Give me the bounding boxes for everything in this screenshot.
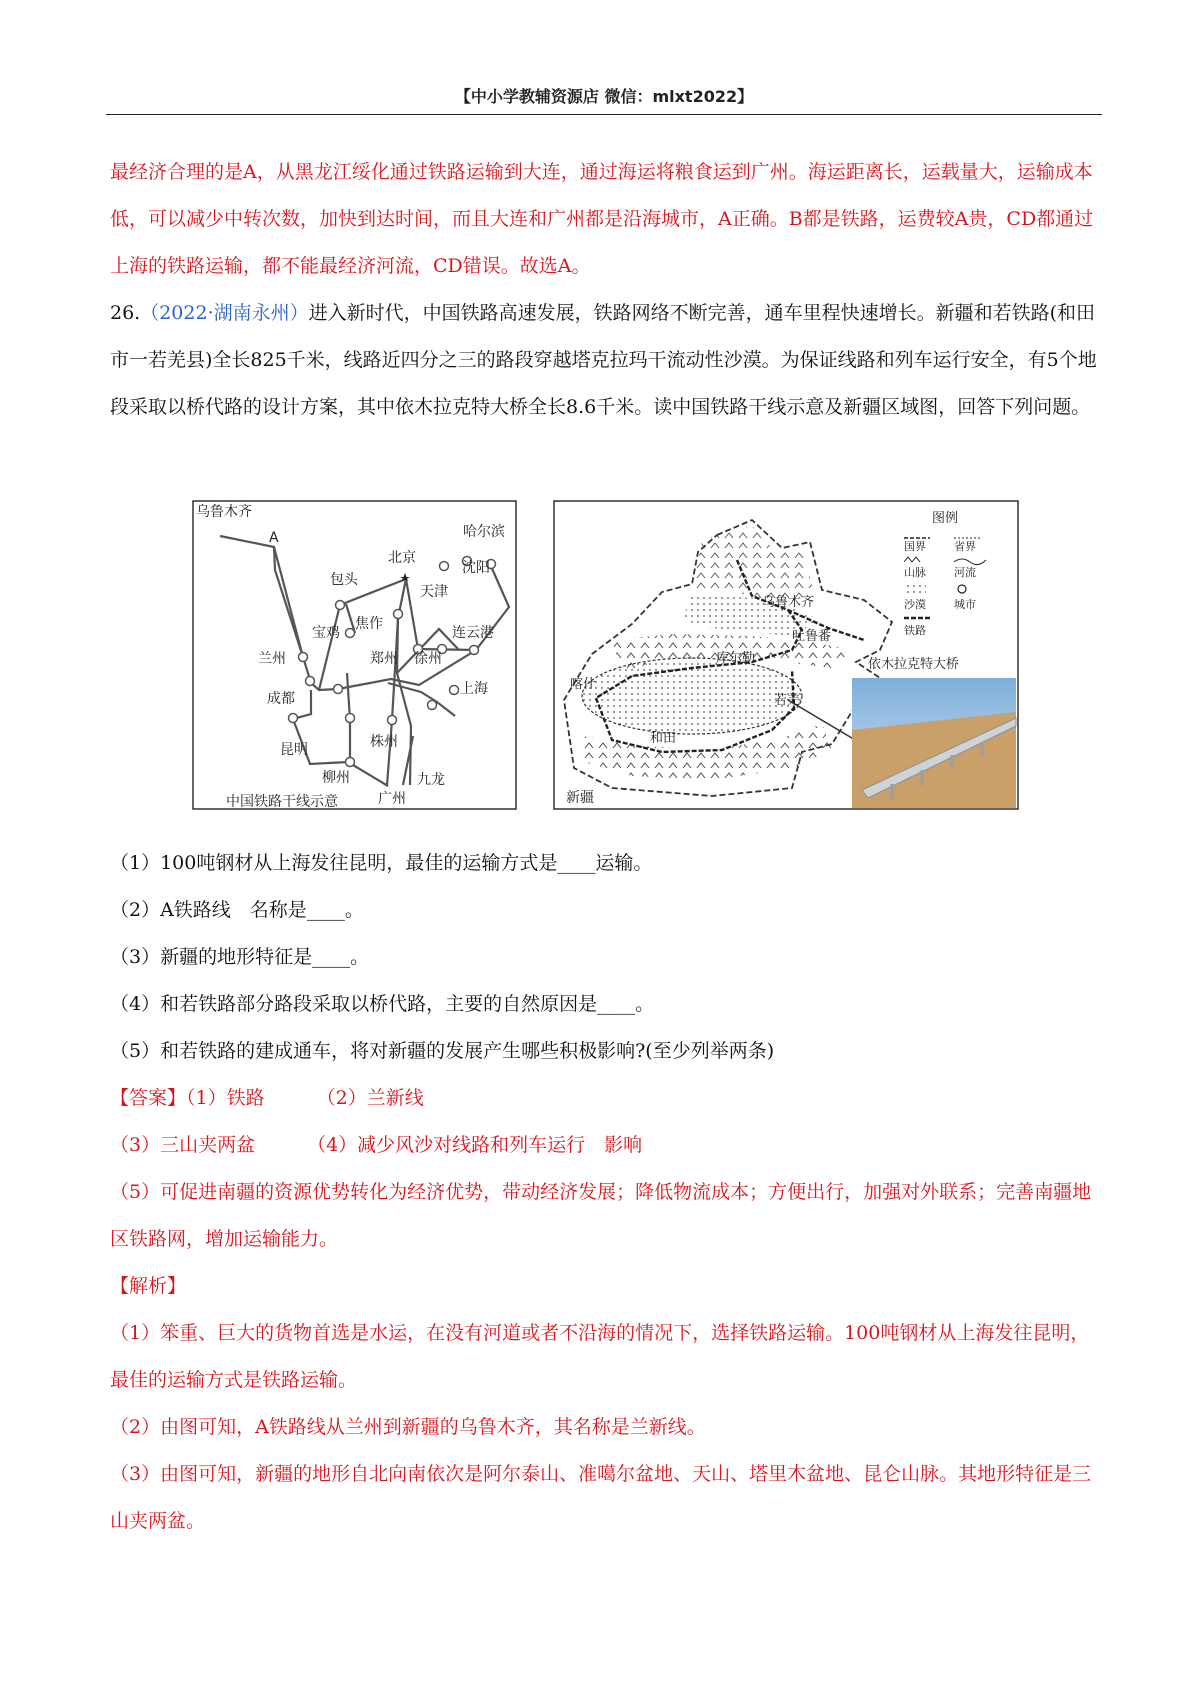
legend-province-border: 省界 bbox=[954, 540, 976, 553]
city-dot-jiaozuo bbox=[394, 610, 403, 619]
label-hotan: 和田 bbox=[650, 731, 677, 746]
city-dot-baotou bbox=[336, 601, 345, 610]
xinjiang-map bbox=[554, 501, 1018, 809]
city-dot-shanghai-2 bbox=[428, 701, 437, 710]
label-liuzhou: 柳州 bbox=[322, 770, 350, 786]
legend-desert-icon bbox=[904, 584, 926, 594]
city-dot-chengdu bbox=[306, 677, 315, 686]
city-dot-liuzhou-2 bbox=[346, 758, 355, 767]
bridge-label: 依木拉克特大桥 bbox=[868, 657, 960, 672]
legend-river: 河流 bbox=[954, 566, 976, 579]
answer-line-1 bbox=[110, 1075, 1098, 1122]
previous-analysis: 最经济合理的是A，从黑龙江绥化通过铁路运输到大连，通过海运将粮食运到广州。海运距离长，运载量大，运输成本低，可以减少中转次数，加快到达时间，而且大连和广州都是沿海城市，A正确。B都是铁路，运费较A贵，CD都通过上海的铁路运输，都不能最经济河流，CD错误。故选A。 bbox=[110, 161, 1094, 277]
label-baoji: 宝鸡 bbox=[312, 625, 340, 641]
taklimakan-desert bbox=[582, 658, 802, 734]
label-urumqi: 乌鲁木齐 bbox=[196, 504, 252, 520]
question-text: 进入新时代，中国铁路高速发展，铁路网络不断完善，通车里程快速增长。新疆和若铁路(和田市一若羌县)全长825千米，线路近四分之三的路段穿越塔克拉玛干流动性沙漠。为保证线路和列车运行安全，有5个地段采取以桥代路的设计方案，其中依木拉克特大桥全长8.6千米。读中国铁路干线示意及新疆区域图，回答下列问题。 bbox=[110, 302, 1097, 418]
left-map-caption: 中国铁路干线示意 bbox=[226, 794, 338, 810]
label-kashgar: 喀什 bbox=[570, 677, 597, 692]
answer-blank-2[interactable]: ____ bbox=[306, 899, 345, 921]
city-dot-lianyungang bbox=[470, 646, 479, 655]
city-dot-tianjin bbox=[440, 562, 449, 571]
label-korla: 库尔勒 bbox=[716, 651, 756, 666]
label-lanzhou: 兰州 bbox=[258, 651, 286, 667]
legend-national-border: 国界 bbox=[904, 540, 926, 553]
label-beijing: 北京 bbox=[388, 550, 416, 566]
analysis-2: （2）由图可知，A铁路线从兰州到新疆的乌鲁木齐，其名称是兰新线。 bbox=[110, 1416, 706, 1438]
label-jiaozuo: 焦作 bbox=[355, 616, 383, 632]
label-turpan: 吐鲁番 bbox=[792, 629, 832, 644]
city-dot-lanzhou bbox=[299, 653, 308, 662]
answer-5: （5）可促进南疆的资源优势转化为经济优势，带动经济发展；降低物流成本；方便出行，加强对外联系；完善南疆地区铁路网，增加运输能力。 bbox=[110, 1181, 1092, 1250]
city-dot-baotou-2 bbox=[346, 629, 355, 638]
question-item-3: （3）新疆的地形特征是____。 bbox=[110, 946, 370, 968]
question-stem bbox=[110, 290, 1098, 431]
question-item-4: （4）和若铁路部分路段采取以桥代路，主要的自然原因是____。 bbox=[110, 993, 655, 1015]
city-dot-liuzhou bbox=[346, 714, 355, 723]
city-dot-shanghai bbox=[450, 686, 459, 695]
label-xuzhou: 徐州 bbox=[414, 651, 442, 667]
label-urumqi-xj: 乌鲁木齐 bbox=[762, 595, 815, 610]
city-dot-kunming bbox=[289, 714, 298, 723]
label-a: A bbox=[269, 530, 279, 546]
label-guangzhou: 广州 bbox=[378, 791, 406, 807]
answer-blank-4[interactable]: ____ bbox=[597, 993, 636, 1015]
legend-city-icon bbox=[958, 585, 966, 593]
china-railway-map bbox=[193, 501, 516, 810]
legend-railway: 铁路 bbox=[904, 624, 926, 637]
analysis-tag: 【解析】 bbox=[110, 1275, 187, 1297]
label-lianyungang: 连云港 bbox=[452, 625, 494, 641]
label-ruoqiang: 若羌 bbox=[774, 693, 801, 708]
question-source: （2022·湖南永州） bbox=[140, 302, 309, 324]
page-header: 【中小学教辅资源店 微信：mlxt2022】 bbox=[454, 87, 754, 106]
question-number: 26. bbox=[110, 302, 141, 324]
city-dot-zhuzhou bbox=[388, 716, 397, 725]
answer-4: （4）减少风沙对线路和列车运行 影响 bbox=[307, 1134, 643, 1156]
answer-line-2 bbox=[110, 1122, 1098, 1169]
question-item-2: （2）A铁路线 名称是____。 bbox=[110, 899, 364, 921]
answer-tag: 【答案】 bbox=[110, 1087, 187, 1109]
label-baotou: 包头 bbox=[330, 572, 358, 588]
analysis-3: （3）由图可知，新疆的地形自北向南依次是阿尔泰山、准噶尔盆地、天山、塔里木盆地、昆仑山脉。其地形特征是三山夹两盆。 bbox=[110, 1463, 1092, 1532]
legend-desert: 沙漠 bbox=[904, 598, 926, 611]
label-zhuzhou: 株州 bbox=[370, 734, 398, 750]
label-zhengzhou: 郑州 bbox=[370, 651, 398, 667]
question-item-1: （1）100吨钢材从上海发往昆明，最佳的运输方式是____运输。 bbox=[110, 852, 653, 874]
answer-1: （1）铁路 bbox=[186, 1087, 265, 1109]
answer-blank-1[interactable]: ____ bbox=[557, 852, 596, 874]
label-chengdu: 成都 bbox=[267, 691, 295, 707]
label-tianjin: 天津 bbox=[420, 584, 448, 600]
legend-title: 图例 bbox=[932, 511, 959, 526]
label-harbin: 哈尔滨 bbox=[463, 524, 505, 540]
label-shanghai: 上海 bbox=[460, 681, 488, 697]
label-kowloon: 九龙 bbox=[417, 772, 445, 788]
label-shenyang: 沈阳 bbox=[462, 560, 490, 576]
figure-maps bbox=[192, 500, 1020, 812]
legend-mountain: 山脉 bbox=[904, 566, 926, 579]
question-item-5: （5）和若铁路的建成通车，将对新疆的发展产生哪些积极影响?(至少列举两条) bbox=[110, 1040, 775, 1062]
analysis-1: （1）笨重、巨大的货物首选是水运，在没有河道或者不沿海的情况下，选择铁路运输。100吨钢材从上海发往昆明，最佳的运输方式是铁路运输。 bbox=[110, 1322, 1090, 1391]
right-map-caption: 新疆 bbox=[566, 790, 594, 806]
city-dot-baoji bbox=[334, 685, 343, 694]
bridge-photo bbox=[852, 678, 1016, 808]
label-kunming: 昆明 bbox=[280, 742, 308, 758]
answer-3: （3）三山夹两盆 bbox=[110, 1134, 256, 1156]
answer-blank-3[interactable]: ____ bbox=[312, 946, 351, 968]
header-rule bbox=[106, 114, 1102, 115]
answer-2: （2）兰新线 bbox=[316, 1087, 424, 1109]
legend-city: 城市 bbox=[954, 598, 976, 611]
